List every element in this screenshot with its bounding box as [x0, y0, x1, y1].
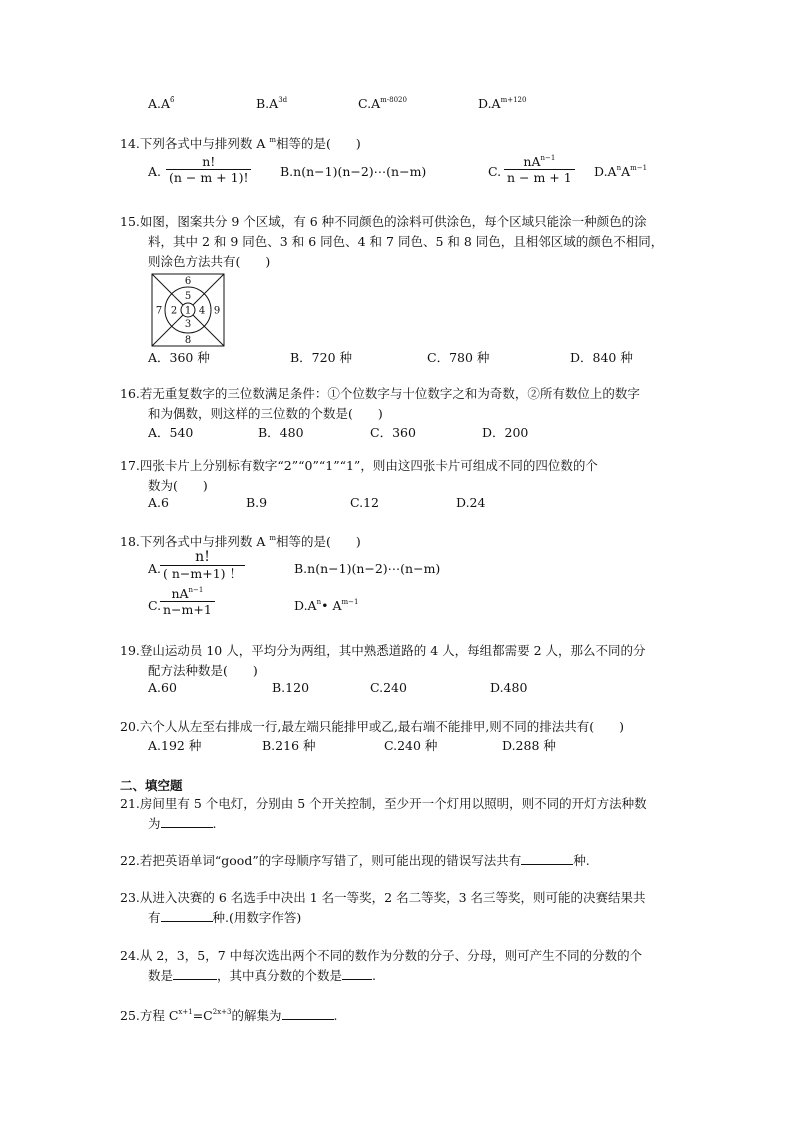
q16-stem: 16.若无重复数字的三位数满足条件：①个位数字与十位数字之和为奇数，②所有数位上的数字 和为偶数，则这样的三位数的个数是( )	[120, 386, 640, 421]
region-5-label: 5	[184, 291, 192, 302]
q15-option-c: C．780 种	[427, 350, 490, 365]
q15-option-a: A．360 种	[148, 350, 210, 365]
q18-option-a-label: A.	[148, 561, 162, 576]
q14-option-b: B.n(n−1)(n−2)⋯(n−m)	[280, 164, 427, 179]
q14-a-denominator: (n − m + 1)!	[169, 170, 249, 185]
region-3-label: 3	[184, 319, 192, 330]
section-fill-in-title: 二、填空题	[120, 778, 183, 793]
q24-answer-blank-2[interactable]	[342, 967, 372, 980]
q20-option-d: D.288 种	[502, 738, 556, 753]
q18-option-a-fraction	[160, 550, 245, 581]
q19-options	[148, 680, 568, 696]
q24-answer-blank-1[interactable]	[173, 967, 217, 980]
region-1-label: 1	[184, 305, 192, 317]
q18-option-c-fraction	[160, 586, 215, 617]
q14-c-numerator: $nA^{n-1}$	[504, 154, 575, 170]
q18-c-numerator: $nA^{n-1}$	[160, 586, 215, 602]
q24: 24.从 2，3，5，7 中每次选出两个不同的数作为分数的分子、分母，则可产生不同的分数的个 数是 ，其中真分数的个数是 .	[120, 948, 643, 983]
q19-option-a: A.60	[148, 680, 177, 695]
q17-option-c: C.12	[350, 495, 379, 510]
q15-option-d: D．840 种	[570, 350, 633, 365]
q22-answer-blank[interactable]	[521, 852, 573, 865]
q14-option-a-fraction	[166, 154, 251, 185]
q18-stem: 18.下列各式中与排列数 A $^m$相等的是( )	[120, 534, 361, 549]
region-4-label: 4	[198, 305, 206, 317]
q13-option-a: $A.A^{6̃}$	[148, 96, 175, 111]
q15-stem: 15.如图，图案共分 9 个区域，有 6 种不同颜色的涂料可供涂色，每个区域只能涂一种颜色的涂 料，其中 2 和 9 同色、3 和 6 同色、4 和 7 同色、5 和 8 同色，且相邻区域的颜色不相同， 则涂色方法共有( )	[120, 214, 664, 269]
q18-a-numerator: n!	[160, 550, 245, 566]
q23: 23.从进入决赛的 6 名选手中决出 1 名一等奖，2 名二等奖，3 名三等奖，则可能的决赛结果共 有 种.(用数字作答)	[120, 890, 646, 925]
q14-option-d: $D.A^nA^{m-1}$	[594, 164, 648, 179]
q18-option-c-label: C.	[148, 598, 162, 613]
q17-stem: 17.四张卡片上分别标有数字“2”“0”“1”“1”，则由这四张卡片可组成不同的四位数的个 数为( )	[120, 458, 598, 493]
q17-option-d: D.24	[456, 495, 486, 510]
q16-option-d: D．200	[482, 425, 529, 440]
q14-option-c-fraction	[504, 154, 575, 185]
q20-option-c: C.240 种	[384, 738, 438, 753]
q25: 25.方程 $C^{x+1}=C^{2x+3}$的解集为 .	[120, 1008, 338, 1023]
q21-answer-blank[interactable]	[161, 815, 213, 828]
q21: 21.房间里有 5 个电灯，分别由 5 个开关控制，至少开一个灯用以照明，则不同的开灯方法种数 为 .	[120, 796, 647, 831]
q20-option-a: A.192 种	[148, 738, 202, 753]
q19-option-b: B.120	[272, 680, 310, 695]
q19-option-d: D.480	[490, 680, 528, 695]
q13-options	[148, 96, 568, 112]
q25-answer-blank[interactable]	[282, 1007, 334, 1020]
q15-options	[148, 348, 668, 364]
q15-figure	[150, 272, 226, 348]
region-8-label: 8	[184, 335, 192, 346]
region-2-label: 2	[170, 305, 178, 317]
q18-a-denominator: ( n−m+1) ！	[163, 566, 243, 581]
q16-option-a: A．540	[148, 425, 194, 440]
q18-c-denominator: n−m+1	[163, 602, 212, 617]
q14-stem: 14.下列各式中与排列数 A $^m$相等的是( )	[120, 136, 361, 151]
q16-options	[148, 423, 568, 439]
q13-option-c: $C.A^{m-8020}$	[358, 96, 407, 111]
q18-option-b: B.n(n−1)(n−2)⋯(n−m)	[294, 561, 441, 576]
region-6-label: 6	[184, 276, 192, 287]
q14-option-a-label: A.	[148, 164, 162, 179]
q20-stem: 20.六个人从左至右排成一行,最左端只能排甲或乙,最右端不能排甲,则不同的排法共有( )	[120, 719, 625, 734]
q17-options	[148, 495, 568, 511]
q16-option-b: B．480	[258, 425, 304, 440]
q19-stem: 19.登山运动员 10 人，平均分为两组，其中熟悉道路的 4 人，每组都需要 2 人，那么不同的分 配方法种数是( )	[120, 643, 646, 678]
q19-option-c: C.240	[370, 680, 407, 695]
q14-c-denominator: n − m + 1	[507, 170, 572, 185]
q13-option-d: $D.A^{m+120}$	[478, 96, 527, 111]
q13-option-b: $B.A^{3d}$	[256, 96, 288, 111]
q15-option-b: B．720 种	[290, 350, 353, 365]
q18-options	[148, 550, 568, 624]
region-7-label: 7	[155, 305, 163, 317]
q18-option-d: $D.A^n•$ $A^{m-1}$	[294, 598, 359, 613]
q14-a-numerator: n!	[166, 154, 251, 170]
q23-answer-blank[interactable]	[161, 909, 213, 922]
q14-options	[148, 154, 688, 194]
q22: 22.若把英语单词“good”的字母顺序写错了，则可能出现的错误写法共有 种.	[120, 853, 590, 868]
q20-options	[148, 736, 568, 752]
q17-option-b: B.9	[246, 495, 268, 510]
q20-option-b: B.216 种	[262, 738, 316, 753]
q16-option-c: C．360	[370, 425, 416, 440]
q17-option-a: A.6	[148, 495, 169, 510]
region-9-label: 9	[213, 305, 221, 317]
q14-option-c-label: C.	[488, 164, 502, 179]
